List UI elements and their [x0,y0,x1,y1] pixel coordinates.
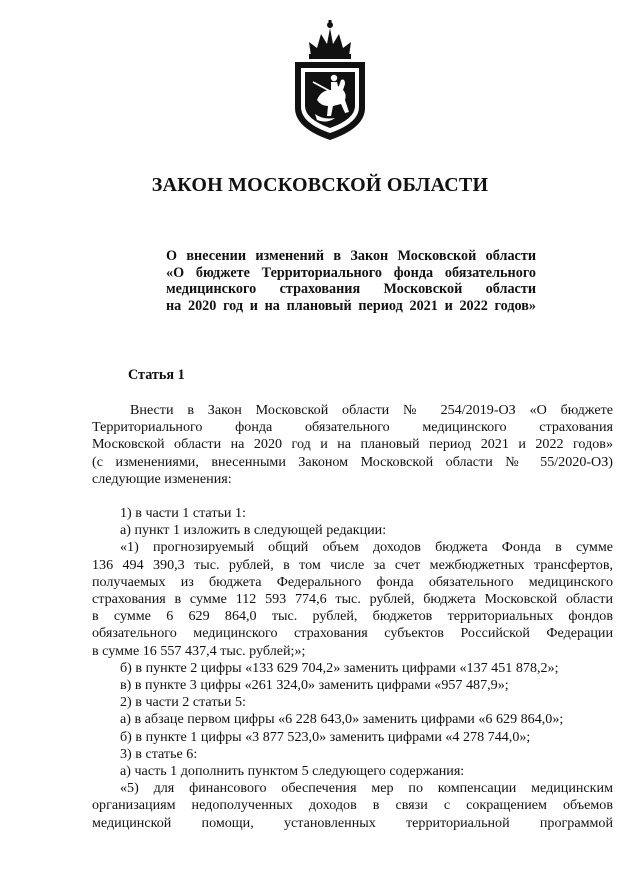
quote-line: обязательного медицинского страхования субъектов Российской Федерации [92,625,613,642]
quote-line: медицинской помощи, установленных территориальной программой [92,814,613,831]
subtitle-line: на 2020 год и на плановый период 2021 и 2022 годов» [166,297,536,314]
list-item: в) в пункте 3 цифры «261 324,0» заменить цифрами «957 487,9»; [120,677,509,694]
quote-line: в сумме 6 629 864,0 тыс. рублей, бюджетов территориальных фондов [92,608,613,625]
intro-line: Московской области на 2020 год и на плановый период 2021 и 2022 годов» [92,436,613,453]
subtitle-line: О внесении изменений в Закон Московской области [166,248,536,264]
list-item: б) в пункте 1 цифры «3 877 523,0» заменить цифрами «4 278 744,0»; [120,728,531,745]
quote-line: «5) для финансового обеспечения мер по компенсации медицинским [120,780,613,797]
quote-line: «1) прогнозируемый общий объем доходов бюджета Фонда в сумме [120,539,613,556]
law-title: ЗАКОН МОСКОВСКОЙ ОБЛАСТИ [151,174,489,196]
law-subtitle [166,248,536,314]
intro-line: Территориального фонда обязательного медицинского страхования [92,419,613,436]
quote-line: страхования в сумме 112 593 774,6 тыс. рублей, бюджета Московской области [92,591,613,608]
list-item: а) в абзаце первом цифры «6 228 643,0» заменить цифрами «6 629 864,0»; [120,711,564,728]
article-body [92,402,613,832]
intro-line: (с изменениями, внесенными Законом Московской области № 55/2020-ОЗ) [92,453,613,470]
article-heading: Статья 1 [128,367,185,383]
spacer [92,488,613,505]
subtitle-line: «О бюджете Территориального фонда обязательного [166,264,536,281]
quote-line: организациям недополученных доходов в связи с сокращением объемов [92,797,613,814]
list-item: б) в пункте 2 цифры «133 629 704,2» заменить цифрами «137 451 878,2»; [120,659,559,676]
list-item: а) пункт 1 изложить в следующей редакции: [120,522,387,539]
list-item: 1) в части 1 статьи 1: [120,505,246,522]
quote-line: получаемых из бюджета Федерального фонда обязательного медицинского [92,573,613,590]
list-item: 2) в части 2 статьи 5: [120,694,246,711]
subtitle-line: медицинского страхования Московской области [166,281,536,297]
quote-line: в сумме 16 557 437,4 тыс. рублей;»; [92,642,306,659]
moscow-oblast-coat-of-arms-icon [287,20,373,142]
quote-line: 136 494 390,3 тыс. рублей, в том числе за счет межбюджетных трансфертов, [92,556,613,573]
intro-line: следующие изменения: [92,470,232,487]
list-item: а) часть 1 дополнить пунктом 5 следующего содержания: [120,763,465,780]
intro-line: Внести в Закон Московской области № 254/2019-ОЗ «О бюджете [130,402,613,418]
list-item: 3) в статье 6: [120,745,198,762]
